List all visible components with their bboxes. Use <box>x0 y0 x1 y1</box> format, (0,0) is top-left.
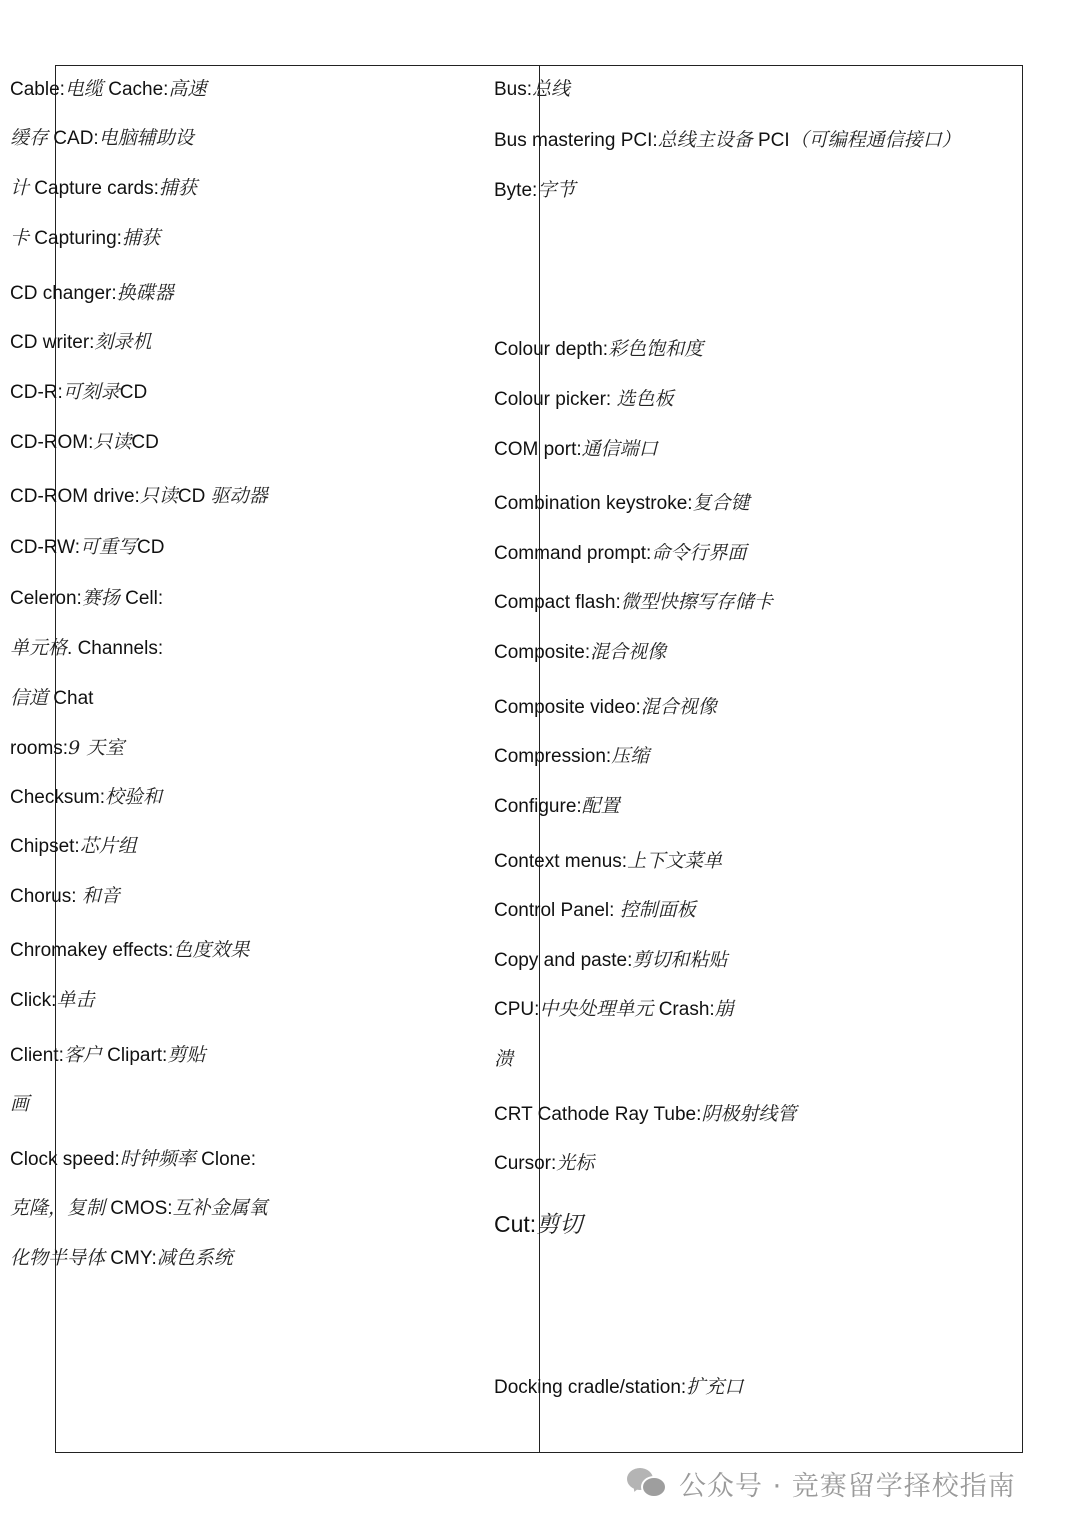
text-line: Colour picker: 选色板 <box>494 388 674 410</box>
text-line: Control Panel: 控制面板 <box>494 899 696 921</box>
text-line: 缓存 CAD:电脑辅助设 <box>10 127 194 149</box>
text-line: Checksum:校验和 <box>10 786 163 808</box>
text-line: Compact flash:微型快擦写存储卡 <box>494 591 773 613</box>
watermark <box>627 1465 1016 1501</box>
text-line: 克隆，复制 CMOS:互补金属氧 <box>10 1197 268 1219</box>
text-line: 溃 <box>494 1048 514 1070</box>
text-line: Cut:剪切 <box>494 1211 583 1238</box>
text-line: Clock speed:时钟频率 Clone: <box>10 1148 257 1170</box>
text-line: Composite:混合视像 <box>494 641 667 663</box>
text-line: Bus mastering PCI:总线主设备 PCI（可编程通信接口） <box>494 129 961 151</box>
text-line: CD-ROM:只读CD <box>10 431 159 453</box>
text-line: CD-R:可刻录CD <box>10 381 148 403</box>
text-line: 信道 Chat <box>10 687 94 709</box>
text-line: 卡 Capturing:捕获 <box>10 227 160 249</box>
text-line: Client:客户 Clipart:剪贴 <box>10 1044 206 1066</box>
text-line: CRT Cathode Ray Tube:阴极射线管 <box>494 1103 797 1125</box>
text-line: Command prompt:命令行界面 <box>494 542 747 564</box>
text-line: CPU:中央处理单元 Crash:崩 <box>494 998 734 1020</box>
text-line: COM port:通信端口 <box>494 438 658 460</box>
text-line: Chromakey effects:色度效果 <box>10 939 250 961</box>
text-line: Celeron:赛扬 Cell: <box>10 587 164 609</box>
wechat-icon <box>627 1466 669 1500</box>
text-line: 计 Capture cards:捕获 <box>10 177 197 199</box>
text-line: CD-RW:可重写CD <box>10 536 165 558</box>
text-line: rooms:9 天室 <box>10 737 125 759</box>
watermark-text: 公众号 · 竞赛留学择校指南 <box>679 1470 1016 1502</box>
text-line: 化物半导体 CMY:减色系统 <box>10 1247 233 1269</box>
text-line: Chipset:芯片组 <box>10 835 137 857</box>
text-line: Cable:电缆 Cache:高速 <box>10 78 207 100</box>
text-line: CD changer:换碟器 <box>10 282 174 304</box>
text-line: Copy and paste:剪切和粘贴 <box>494 949 728 971</box>
text-line: Cursor:光标 <box>494 1152 595 1174</box>
text-line: 单元格. Channels: <box>10 637 164 659</box>
text-line: Chorus: 和音 <box>10 885 120 907</box>
text-line: Compression:压缩 <box>494 745 650 767</box>
text-line: Byte:字节 <box>494 179 576 201</box>
text-line: Combination keystroke:复合键 <box>494 492 750 514</box>
text-line: Bus:总线 <box>494 78 571 100</box>
text-line: Configure:配置 <box>494 795 620 817</box>
text-line: CD-ROM drive:只读CD 驱动器 <box>10 485 268 507</box>
text-line: CD writer:刻录机 <box>10 331 152 353</box>
text-line: Docking cradle/station:扩充口 <box>494 1376 744 1398</box>
text-line: Click:单击 <box>10 989 95 1011</box>
text-line: Context menus:上下文菜单 <box>494 850 723 872</box>
text-line: Composite video:混合视像 <box>494 696 717 718</box>
text-line: Colour depth:彩色饱和度 <box>494 338 704 360</box>
text-line: 画 <box>10 1093 30 1115</box>
